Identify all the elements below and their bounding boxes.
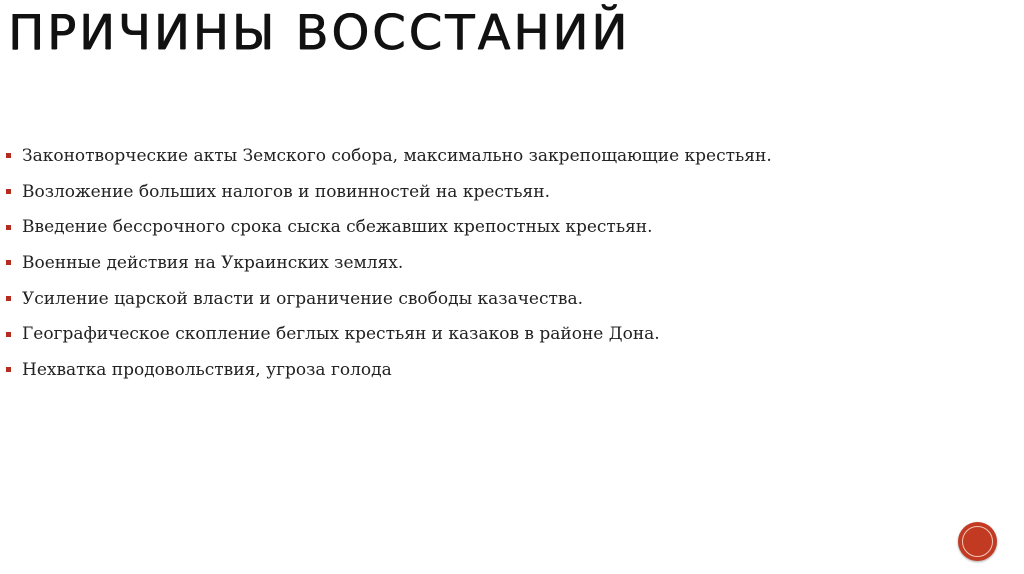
bullet-square-icon xyxy=(6,153,11,158)
bullet-square-icon xyxy=(6,367,11,372)
bullet-square-icon xyxy=(6,332,11,337)
bullet-square-icon xyxy=(6,296,11,301)
bullet-text: Усиление царской власти и ограничение свободы казачества. xyxy=(22,288,584,309)
bullet-text: Нехватка продовольствия, угроза голода xyxy=(22,359,392,380)
circle-nav-button-icon xyxy=(962,526,993,557)
bullet-square-icon xyxy=(6,225,11,230)
bullet-text: Географическое скопление беглых крестьян и казаков в районе Дона. xyxy=(22,324,660,345)
list-item xyxy=(6,316,706,352)
list-item xyxy=(6,352,706,388)
bullet-text: Возложение больших налогов и повинностей на крестьян. xyxy=(22,181,551,202)
list-item xyxy=(6,138,772,174)
bullet-square-icon xyxy=(6,260,11,265)
circle-nav-button[interactable] xyxy=(958,522,997,561)
bullet-square-icon xyxy=(6,189,11,194)
slide-title: ПРИЧИНЫ ВОССТАНИЙ xyxy=(8,5,631,61)
list-item xyxy=(6,245,706,281)
list-item xyxy=(6,281,706,317)
bullet-text: Введение бессрочного срока сыска сбежавших крепостных крестьян. xyxy=(22,217,653,238)
list-item xyxy=(6,174,706,210)
list-item xyxy=(6,209,706,245)
bullet-text: Законотворческие акты Земского собора, максимально закрепощающие крестьян. xyxy=(22,145,772,166)
bullet-text: Военные действия на Украинских землях. xyxy=(22,252,404,273)
bullet-list xyxy=(6,138,772,384)
